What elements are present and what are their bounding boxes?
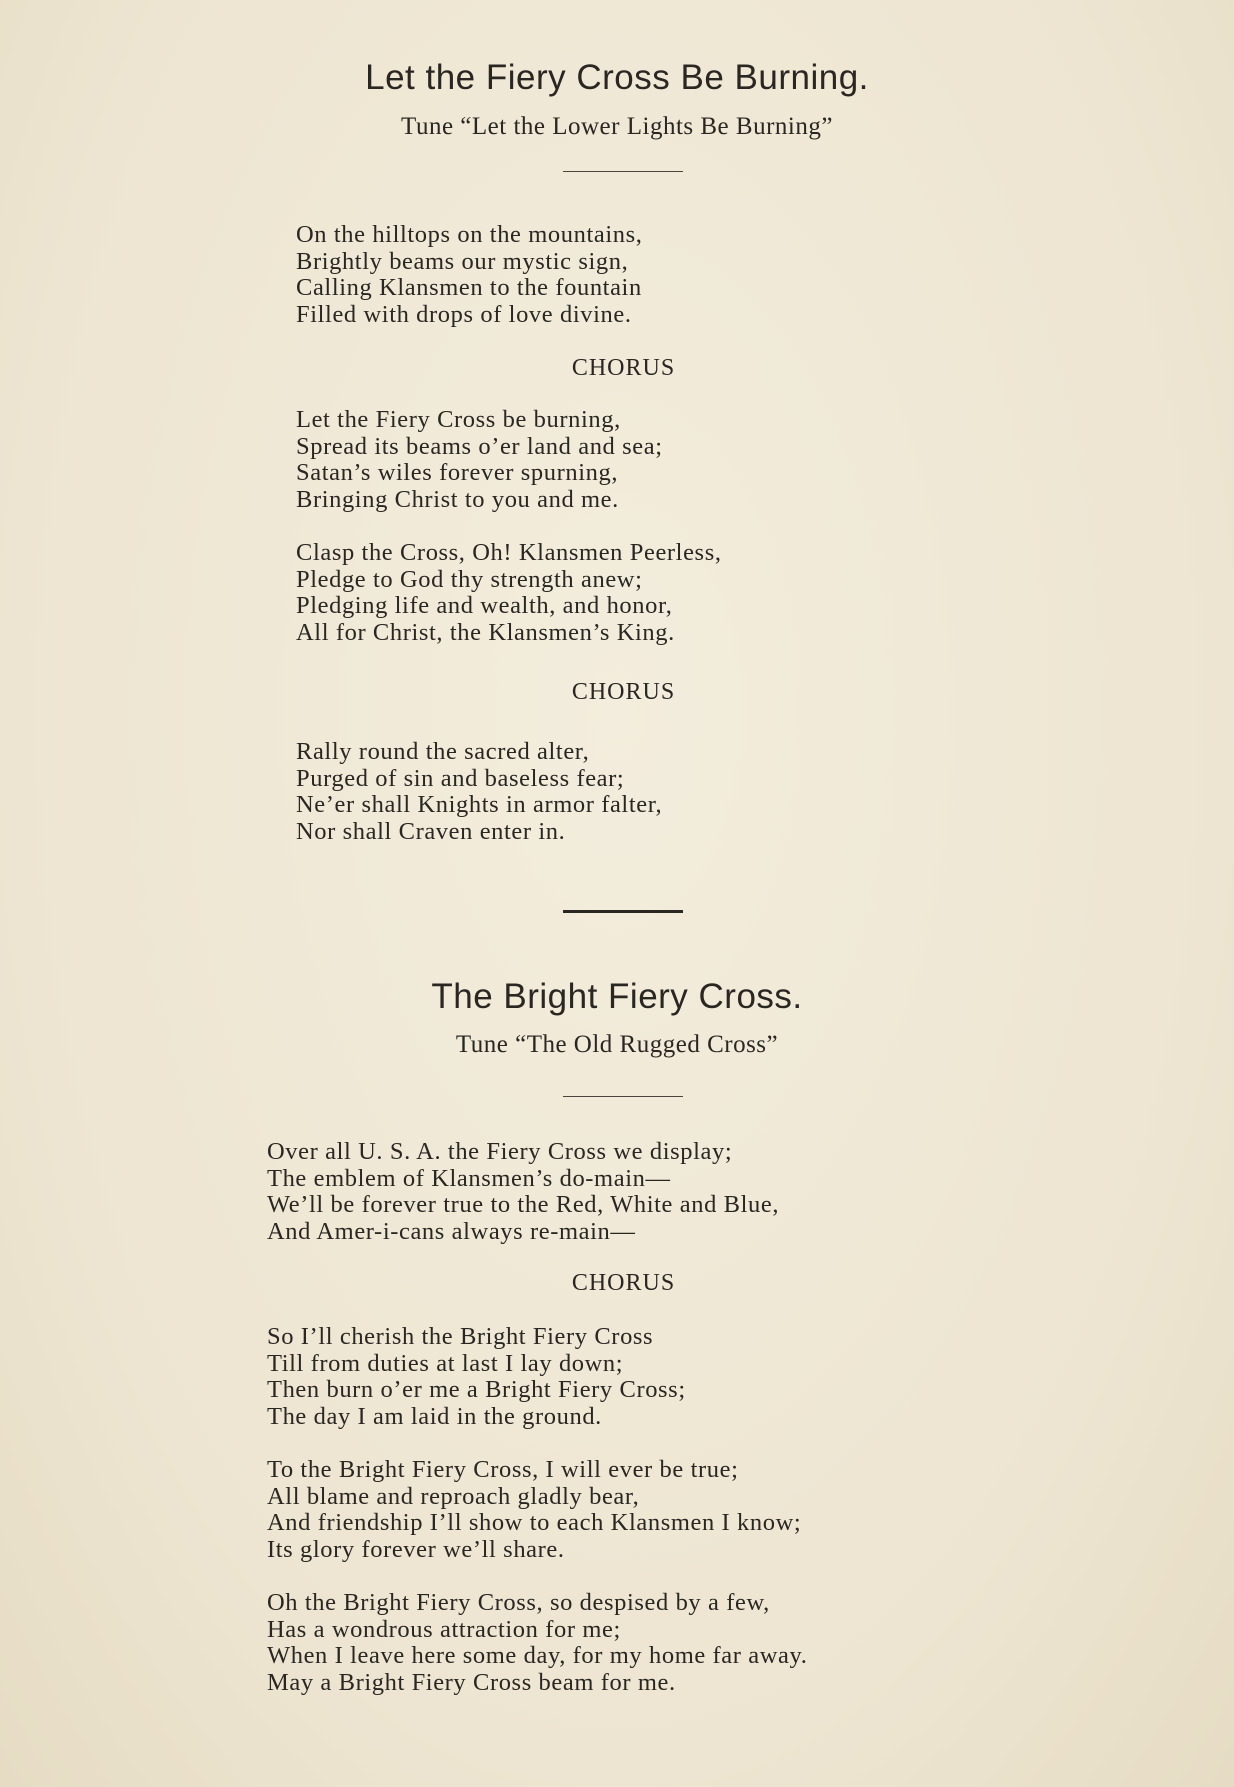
song2-chorus-heading-1: CHORUS: [571, 1270, 676, 1296]
verse-line: So I’ll cherish the Bright Fiery Cross: [267, 1323, 654, 1350]
verse-line: Spread its beams o’er land and sea;: [296, 432, 663, 460]
song2-tune: Tune “The Old Rugged Cross”: [455, 1031, 779, 1058]
song1-verse-3: [296, 540, 722, 646]
song2-verse-1: [267, 1139, 779, 1245]
verse-line: Filled with drops of love divine.: [296, 300, 632, 328]
verse-line: Let the Fiery Cross be burning,: [296, 406, 621, 433]
verse-line: To the Bright Fiery Cross, I will ever be true;: [267, 1456, 739, 1483]
verse-line: And friendship I’ll show to each Klansmen I know;: [267, 1509, 802, 1536]
verse-line: And Amer-i-cans always re-main—: [267, 1217, 636, 1245]
verse-line: All for Christ, the Klansmen’s King.: [296, 618, 675, 646]
song2-verse-2: [267, 1324, 686, 1430]
song2-title-divider: [563, 1096, 683, 1097]
verse-line: Rally round the sacred alter,: [296, 738, 590, 765]
song1-chorus-heading-1: CHORUS: [571, 355, 676, 381]
verse-line: Then burn o’er me a Bright Fiery Cross;: [267, 1376, 686, 1403]
verse-line: Over all U. S. A. the Fiery Cross we display;: [267, 1138, 733, 1165]
song1-title-divider: [563, 171, 683, 172]
verse-line: When I leave here some day, for my home far away.: [267, 1642, 808, 1669]
verse-line: The emblem of Klansmen’s do-main—: [267, 1164, 671, 1192]
verse-line: Bringing Christ to you and me.: [296, 485, 619, 513]
song1-title: Let the Fiery Cross Be Burning.: [365, 58, 869, 97]
song1-tune: Tune “Let the Lower Lights Be Burning”: [401, 113, 833, 140]
verse-line: The day I am laid in the ground.: [267, 1402, 602, 1430]
verse-line: Pledging life and wealth, and honor,: [296, 592, 673, 619]
verse-line: Till from duties at last I lay down;: [267, 1349, 624, 1377]
verse-line: Has a wondrous attraction for me;: [267, 1615, 621, 1643]
song2-verse-3: [267, 1457, 801, 1563]
verse-line: Pledge to God thy strength anew;: [296, 565, 643, 593]
song1-chorus-heading-2: CHORUS: [571, 679, 676, 705]
song1-verse-1: [296, 222, 642, 328]
verse-line: Clasp the Cross, Oh! Klansmen Peerless,: [296, 539, 722, 566]
verse-line: Brightly beams our mystic sign,: [296, 247, 629, 275]
verse-line: Calling Klansmen to the fountain: [296, 274, 642, 301]
song2-verse-4: [267, 1590, 808, 1696]
verse-line: Oh the Bright Fiery Cross, so despised by a few,: [267, 1589, 770, 1616]
song-separator: [563, 910, 683, 913]
verse-line: All blame and reproach gladly bear,: [267, 1482, 640, 1510]
verse-line: May a Bright Fiery Cross beam for me.: [267, 1668, 676, 1696]
verse-line: Nor shall Craven enter in.: [296, 817, 566, 845]
verse-line: Ne’er shall Knights in armor falter,: [296, 791, 663, 818]
verse-line: We’ll be forever true to the Red, White and Blue,: [267, 1191, 780, 1218]
song2-title: The Bright Fiery Cross.: [431, 977, 803, 1016]
verse-line: On the hilltops on the mountains,: [296, 221, 643, 248]
verse-line: Purged of sin and baseless fear;: [296, 764, 625, 792]
verse-line: Satan’s wiles forever spurning,: [296, 459, 619, 486]
song1-verse-4: [296, 739, 662, 845]
verse-line: Its glory forever we’ll share.: [267, 1535, 565, 1563]
song1-verse-2: [296, 407, 663, 513]
